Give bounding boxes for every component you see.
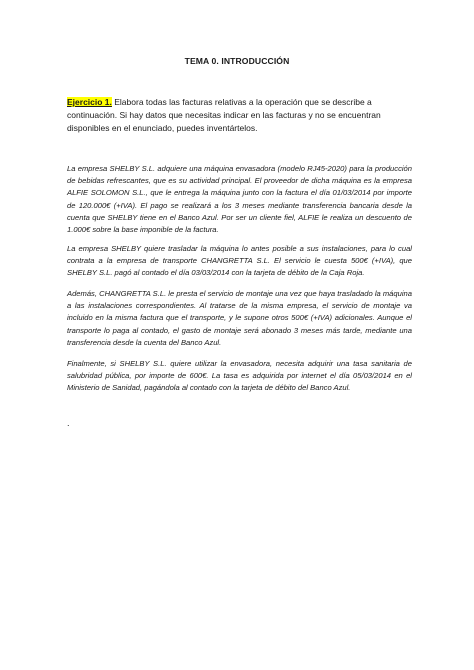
exercise-statement [67, 96, 412, 135]
page-title: TEMA 0. INTRODUCCIÓN [184, 56, 290, 66]
paragraph-assembly: Además, CHANGRETTA S.L. le presta el servicio de montaje una vez que haya trasladado la máquina a las instalaciones correspondientes. Al tratarse de la misma empresa, el servicio de montaje va incluido en la misma factura que el transporte, y le supone otros 500€ (+IVA) adicionales. Aunque el transporte lo paga al contado, el gasto de montaje será abonado 3 meses más tarde, mediante una transferencia desde la cuenta del Banco Azul. [67, 289, 412, 347]
paragraph-sanitary-fee: Finalmente, si SHELBY S.L. quiere utilizar la envasadora, necesita adquirir una tasa sanitaria de salubridad pública, por importe de 600€. La tasa es adquirida por internet el día 05/03/2014 en el Ministerio de Sanidad, pagándola al contado con la tarjeta de débito del Banco Azul. [67, 359, 412, 393]
paragraph-purchase: La empresa SHELBY S.L. adquiere una máquina envasadora (modelo RJ45-2020) para la producción de bebidas refrescantes, que es su actividad principal. El proveedor de dicha máquina es la empresa ALFIE SOLOMON S.L., que le entrega la máquina junto con la factura el día 01/03/2014 por importe de 120.000€ (+IVA). El pago se realizará a los 3 meses mediante transferencia bancaria desde la cuenta que SHELBY tiene en el Banco Azul. Por ser un cliente fiel, ALFIE le realiza un descuento de 1.000€ sobre la base imponible de la factura. [67, 164, 412, 235]
paragraph-transport: La empresa SHELBY quiere trasladar la máquina lo antes posible a sus instalaciones, para lo cual contrata a la empresa de transporte CHANGRETTA S.L. El servicio le cuesta 500€ (+IVA), que SHELBY S.L. pagó al contado el día 03/03/2014 con la tarjeta de débito de la Caja Roja. [67, 244, 412, 278]
exercise-label: Ejercicio 1. [67, 97, 112, 107]
trailing-mark: . [67, 418, 70, 428]
exercise-text: Elabora todas las facturas relativas a la operación que se describe a continuación. Si hay datos que necesitas indicar en las facturas y no se encuentran disponibles en el enunciado, puedes inventártelos. [67, 97, 381, 133]
